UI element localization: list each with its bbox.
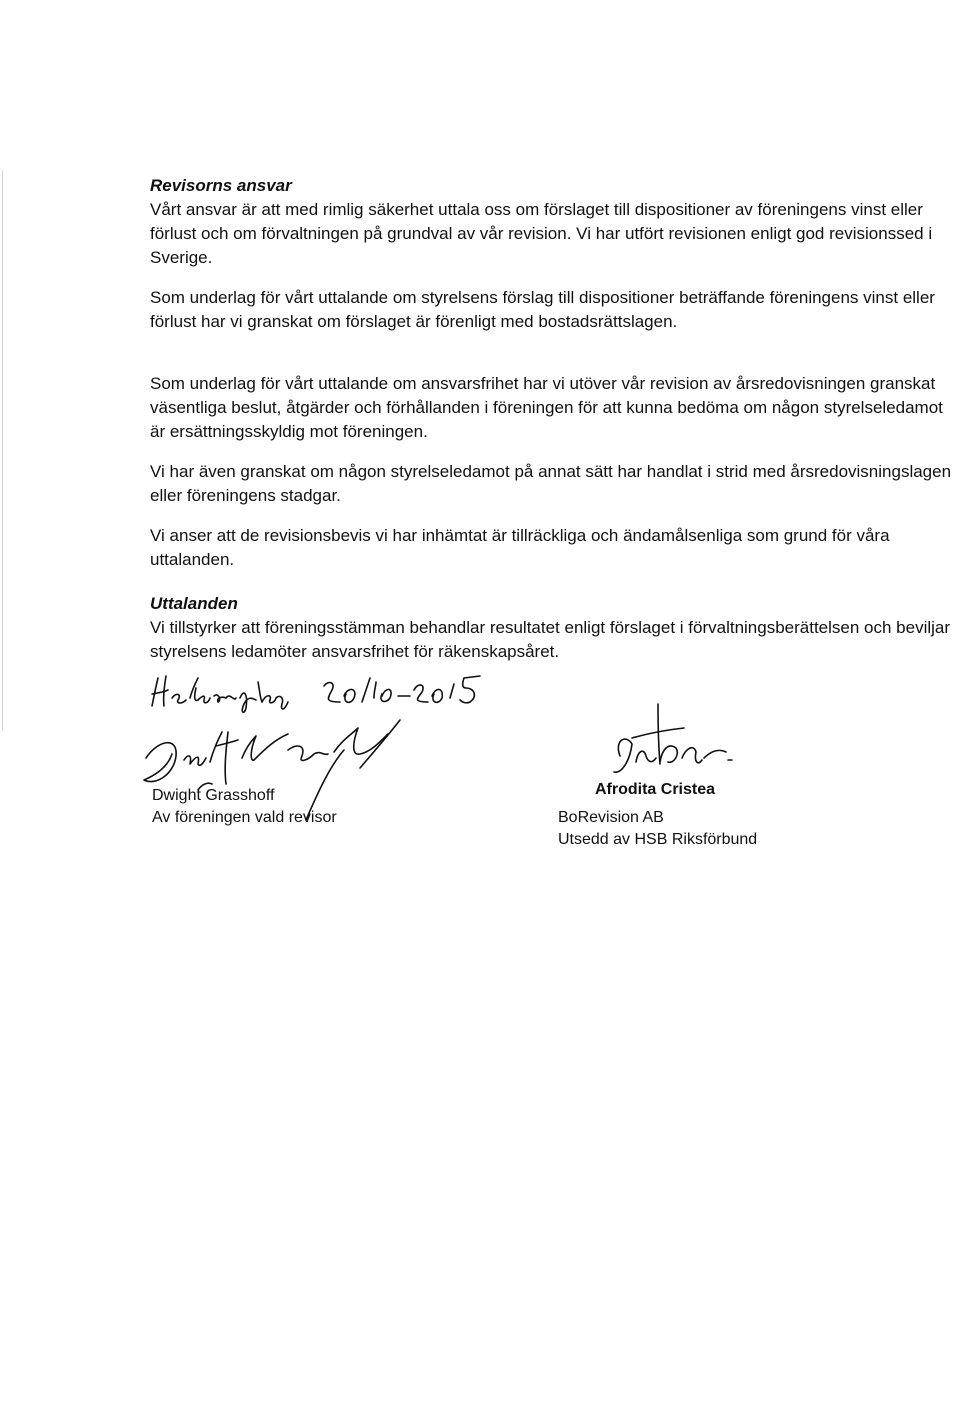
uttalanden-heading: Uttalanden <box>150 594 238 613</box>
uttalanden-section <box>150 592 955 664</box>
page-edge-line <box>2 170 3 730</box>
paragraph-4-block <box>150 460 955 508</box>
revisorns-ansvar-para-4: Vi har även granskat om någon styrelseledamot på annat sätt har handlat i strid med årsredovisningslagen eller föreningens stadgar. <box>150 462 952 505</box>
revisorns-ansvar-heading: Revisorns ansvar <box>150 176 292 195</box>
left-signatory-name: Dwight Grasshoff <box>152 787 275 804</box>
right-signatory-name: Afrodita Cristea <box>595 781 716 798</box>
revisorns-ansvar-para-2: Som underlag för vårt uttalande om styrelsens förslag till dispositioner beträffande föreningens vinst eller förlust har vi granskat om förslaget är förenligt med bostadsrättslagen. <box>150 288 935 331</box>
revisorns-ansvar-para-5: Vi anser att de revisionsbevis vi har inhämtat är tillräckliga och ändamålsenliga som grund för våra uttalanden. <box>150 526 890 569</box>
paragraph-2-block <box>150 286 955 334</box>
revisorns-ansvar-section <box>150 174 955 270</box>
uttalanden-para-1: Vi tillstyrker att föreningsstämman behandlar resultatet enligt förslaget i förvaltningsberättelsen och beviljar styrelsens ledamöter ansvarsfrihet för räkenskapsåret. <box>150 618 951 661</box>
left-signatory-role: Av föreningen vald revisor <box>152 809 337 826</box>
right-signatory-appointed-by: Utsedd av HSB Riksförbund <box>558 831 758 848</box>
right-signatory-company: BoRevision AB <box>558 809 664 826</box>
paragraph-5-block <box>150 524 955 572</box>
paragraph-3-block <box>150 372 955 444</box>
revisorns-ansvar-para-3: Som underlag för vårt uttalande om ansvarsfrihet har vi utöver vår revision av årsredovisningen granskat väsentliga beslut, åtgärder och förhållanden i föreningen för att kunna bedöma om någon styrelseledamot är ersättningsskyldig mot föreningen. <box>150 374 943 441</box>
revisorns-ansvar-para-1: Vårt ansvar är att med rimlig säkerhet uttala oss om förslaget till dispositioner av föreningens vinst eller förlust och om förvaltningen på grundval av vår revision. Vi har utfört revisionen enligt god revisionssed i Sverige. <box>150 200 933 267</box>
